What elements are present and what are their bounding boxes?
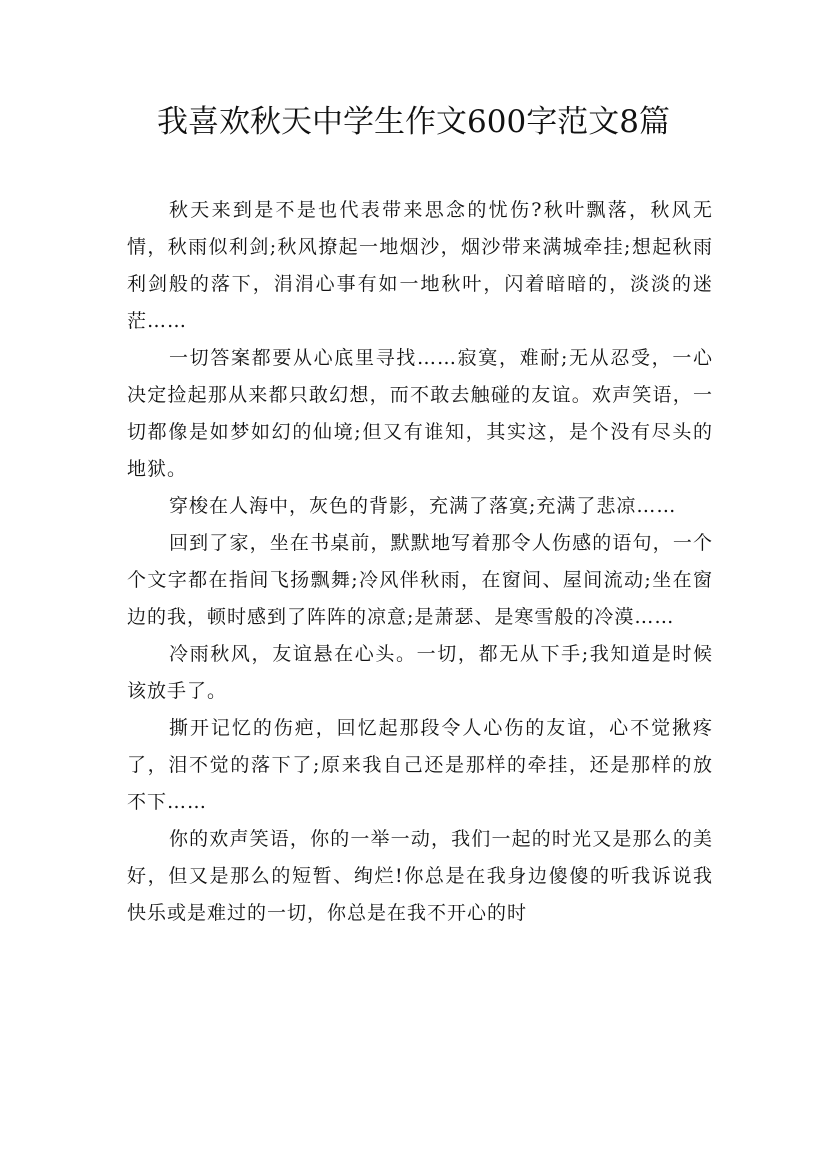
paragraph-1: 秋天来到是不是也代表带来思念的忧伤?秋叶飘落，秋风无情，秋雨似利剑;秋风撩起一地烟沙，烟沙带来满城牵挂;想起秋雨利剑般的落下，涓涓心事有如一地秋叶，闪着暗暗的，淡淡的迷茫…… — [127, 199, 713, 332]
paragraph-2: 一切答案都要从心底里寻找……寂寞，难耐;无从忍受，一心决定捡起那从来都只敢幻想，而不敢去触碰的友谊。欢声笑语，一切都像是如梦如幻的仙境;但又有谁知，其实这，是个没有尽头的地狱。 — [127, 347, 713, 480]
document-title: 我喜欢秋天中学生作文600字范文8篇 — [157, 104, 670, 140]
paragraph-5: 冷雨秋风，友谊悬在心头。一切，都无从下手;我知道是时候该放手了。 — [127, 643, 713, 702]
paragraph-3: 穿梭在人海中，灰色的背影，充满了落寞;充满了悲凉…… — [169, 495, 677, 517]
paragraph-6: 撕开记忆的伤疤，回忆起那段令人心伤的友谊，心不觉揪疼了，泪不觉的落下了;原来我自己还是那样的牵挂，还是那样的放不下…… — [127, 717, 713, 813]
paragraph-4: 回到了家，坐在书桌前，默默地写着那令人伤感的语句，一个个文字都在指间飞扬飘舞;冷风伴秋雨，在窗间、屋间流动;坐在窗边的我，顿时感到了阵阵的凉意;是萧瑟、是寒雪般的冷漠…… — [127, 532, 713, 628]
paragraph-7: 你的欢声笑语，你的一举一动，我们一起的时光又是那么的美好，但又是那么的短暂、绚烂!你总是在我身边傻傻的听我诉说我快乐或是难过的一切，你总是在我不开心的时 — [127, 828, 713, 924]
document-body — [127, 192, 713, 932]
